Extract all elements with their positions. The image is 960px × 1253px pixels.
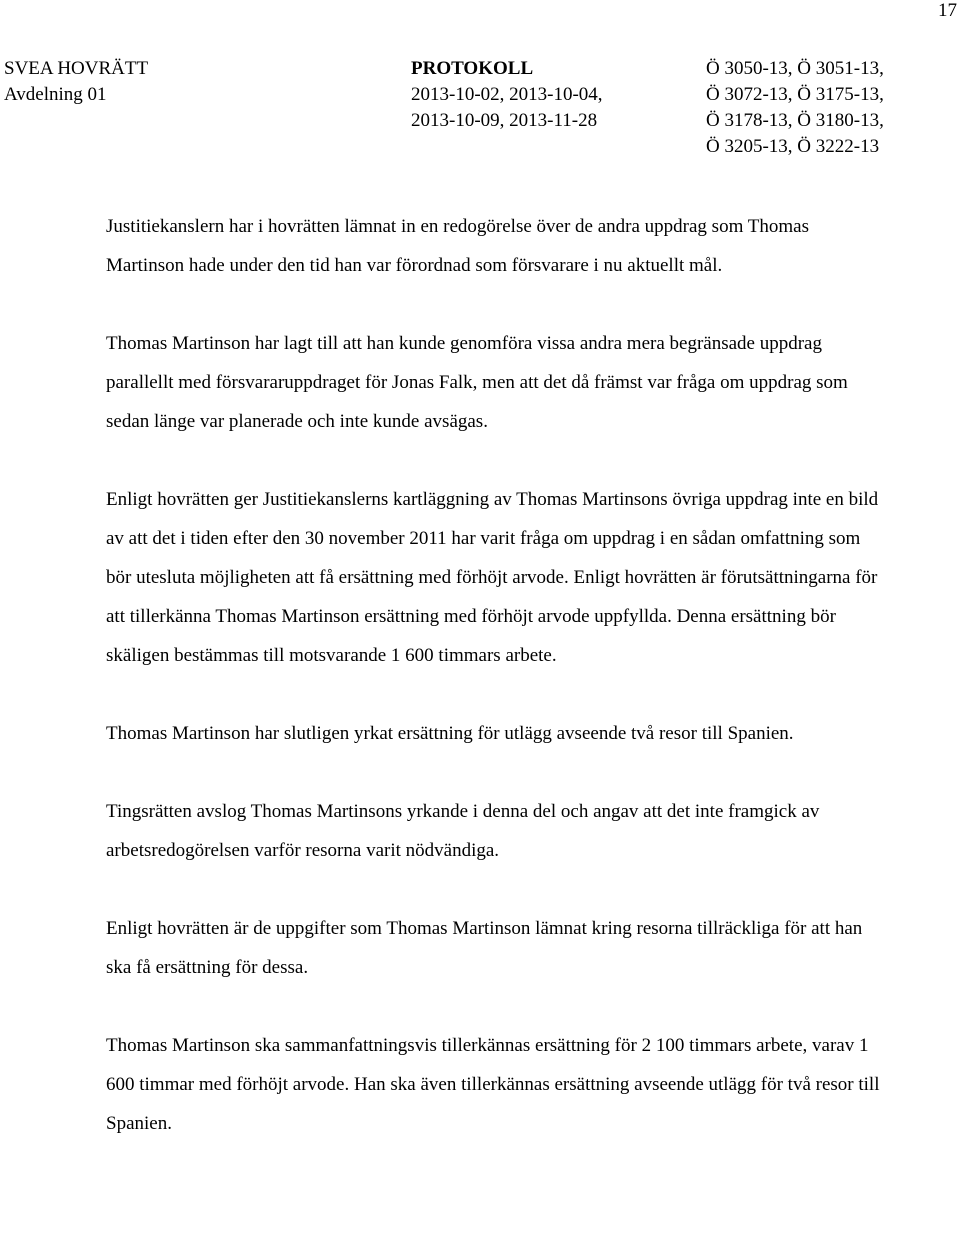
paragraph: Thomas Martinson ska sammanfattningsvis tillerkännas ersättning för 2 100 timmars arbete, varav 1 600 timmar med förhöjt arvode. Han ska även tillerkännas ersättning avseende utlägg för två resor till Spanien.	[106, 1035, 880, 1134]
paragraph: Thomas Martinson har slutligen yrkat ersättning för utlägg avseende två resor till Spanien.	[106, 723, 794, 744]
paragraph: Enligt hovrätten är de uppgifter som Thomas Martinson lämnat kring resorna tillräckliga för att han ska få ersättning för dessa.	[106, 918, 863, 978]
paragraph: Tingsrätten avslog Thomas Martinsons yrkande i denna del och angav att det inte framgick av arbetsredogörelsen varför resorna varit nödvändiga.	[106, 801, 820, 861]
document-body	[106, 207, 882, 1182]
case-numbers-line: Ö 3072-13, Ö 3175-13,	[706, 84, 884, 105]
case-numbers-line: Ö 3050-13, Ö 3051-13,	[706, 58, 884, 79]
protocol-dates-line: 2013-10-09, 2013-11-28	[411, 110, 598, 131]
paragraph: Enligt hovrätten ger Justitiekanslerns kartläggning av Thomas Martinsons övriga uppdrag inte en bild av att det i tiden efter den 30 november 2011 har varit fråga om uppdrag i en sådan omfattning som bör utesluta möjligheten att få ersättning med förhöjt arvode. Enligt hovrätten är förutsättningarna för att tillerkänna Thomas Martinson ersättning med förhöjt arvode uppfyllda. Denna ersättning bör skäligen bestämmas till motsvarande 1 600 timmars arbete.	[106, 489, 879, 666]
case-numbers-block	[706, 56, 884, 160]
court-block	[4, 56, 148, 108]
court-division: Avdelning 01	[4, 84, 107, 105]
paragraph: Thomas Martinson har lagt till att han kunde genomföra vissa andra mera begränsade uppdrag parallellt med försvararuppdraget för Jonas Falk, men att det då främst var fråga om uppdrag som sedan länge var planerade och inte kunde avsägas.	[106, 333, 848, 432]
protocol-title: PROTOKOLL	[411, 58, 534, 79]
page-number: 17	[938, 0, 957, 21]
protocol-dates-line: 2013-10-02, 2013-10-04,	[411, 84, 603, 105]
case-numbers-line: Ö 3178-13, Ö 3180-13,	[706, 110, 884, 131]
case-numbers-line: Ö 3205-13, Ö 3222-13	[706, 136, 880, 157]
court-name: SVEA HOVRÄTT	[4, 58, 149, 79]
protocol-block	[411, 56, 603, 134]
paragraph: Justitiekanslern har i hovrätten lämnat in en redogörelse över de andra uppdrag som Thomas Martinson hade under den tid han var förordnad som försvarare i nu aktuellt mål.	[106, 216, 809, 276]
